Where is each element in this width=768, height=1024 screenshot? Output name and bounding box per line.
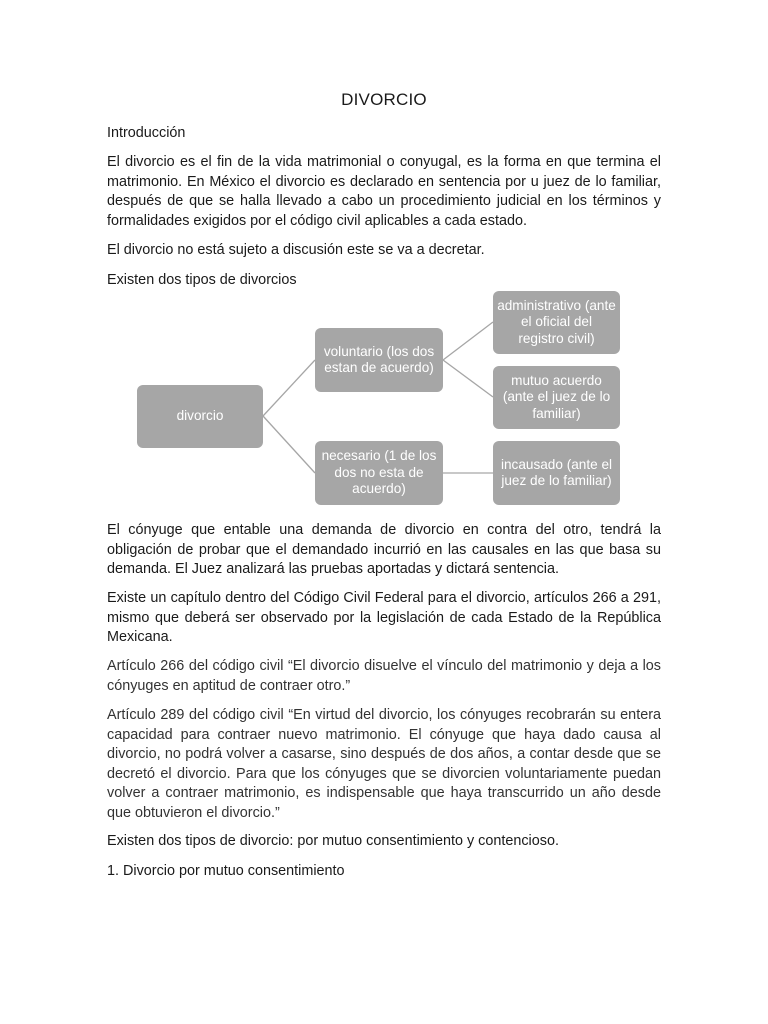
document-title: DIVORCIO [341,90,427,109]
diagram-node-incausado: incausado (ante el juez de lo familiar) [493,441,620,505]
intro-heading: Introducción [107,125,186,141]
paragraph-chapter: Existe un capítulo dentro del Código Civil Federal para el divorcio, artículos 266 a 291, mismo que deberá ser observado por la legislación de cada Estado de la República Mexicana. [107,590,661,646]
connector-voluntario-mutuo [443,360,493,397]
connector-voluntario-administrativo [443,322,493,360]
diagram-node-voluntario: voluntario (los dos estan de acuerdo) [315,328,443,392]
list-item-mutual-consent: 1. Divorcio por mutuo consentimiento [107,863,345,879]
paragraph-article-289: Artículo 289 del código civil “En virtud del divorcio, los cónyuges recobrarán su entera capacidad para contraer nuevo matrimonio. El cónyuge que haya dado causa al divorcio, no podrá volver a casarse, sino después de dos años, a contar desde que se decretó el divorcio. Para que los cónyuges que se divorcien voluntariamente puedan volver a contraer matrimonio, es indispensable que haya transcurrido un año desde que obtuvieron el divorcio.” [107,707,661,821]
diagram-node-administrativo: administrativo (ante el oficial del registro civil) [493,291,620,354]
diagram-node-mutuo-acuerdo: mutuo acuerdo (ante el juez de lo familiar) [493,366,620,429]
paragraph-demand: El cónyuge que entable una demanda de divorcio en contra del otro, tendrá la obligación de probar que el demandado incurrió en las causales en las que basa su demanda. El Juez analizará las pruebas aportadas y dictará sentencia. [107,522,661,578]
paragraph-not-subject: El divorcio no está sujeto a discusión este se va a decretar. [107,242,485,258]
connector-root-necesario [263,416,315,473]
connector-root-voluntario [263,360,315,416]
paragraph-two-kinds: Existen dos tipos de divorcio: por mutuo consentimiento y contencioso. [107,833,559,849]
paragraph-definition: El divorcio es el fin de la vida matrimonial o conyugal, es la forma en que termina el matrimonio. En México el divorcio es declarado en sentencia por u juez de lo familiar, después de que se halla llevado a cabo un procedimiento judicial en los términos y formalidades exigidos por el código civil aplicables a cada estado. [107,154,661,229]
paragraph-two-types: Existen dos tipos de divorcios [107,272,297,288]
diagram-node-necesario: necesario (1 de los dos no esta de acuerdo) [315,441,443,505]
diagram-node-divorcio: divorcio [137,385,263,448]
paragraph-article-266: Artículo 266 del código civil “El divorcio disuelve el vínculo del matrimonio y deja a los cónyuges en aptitud de contraer otro.” [107,658,661,694]
